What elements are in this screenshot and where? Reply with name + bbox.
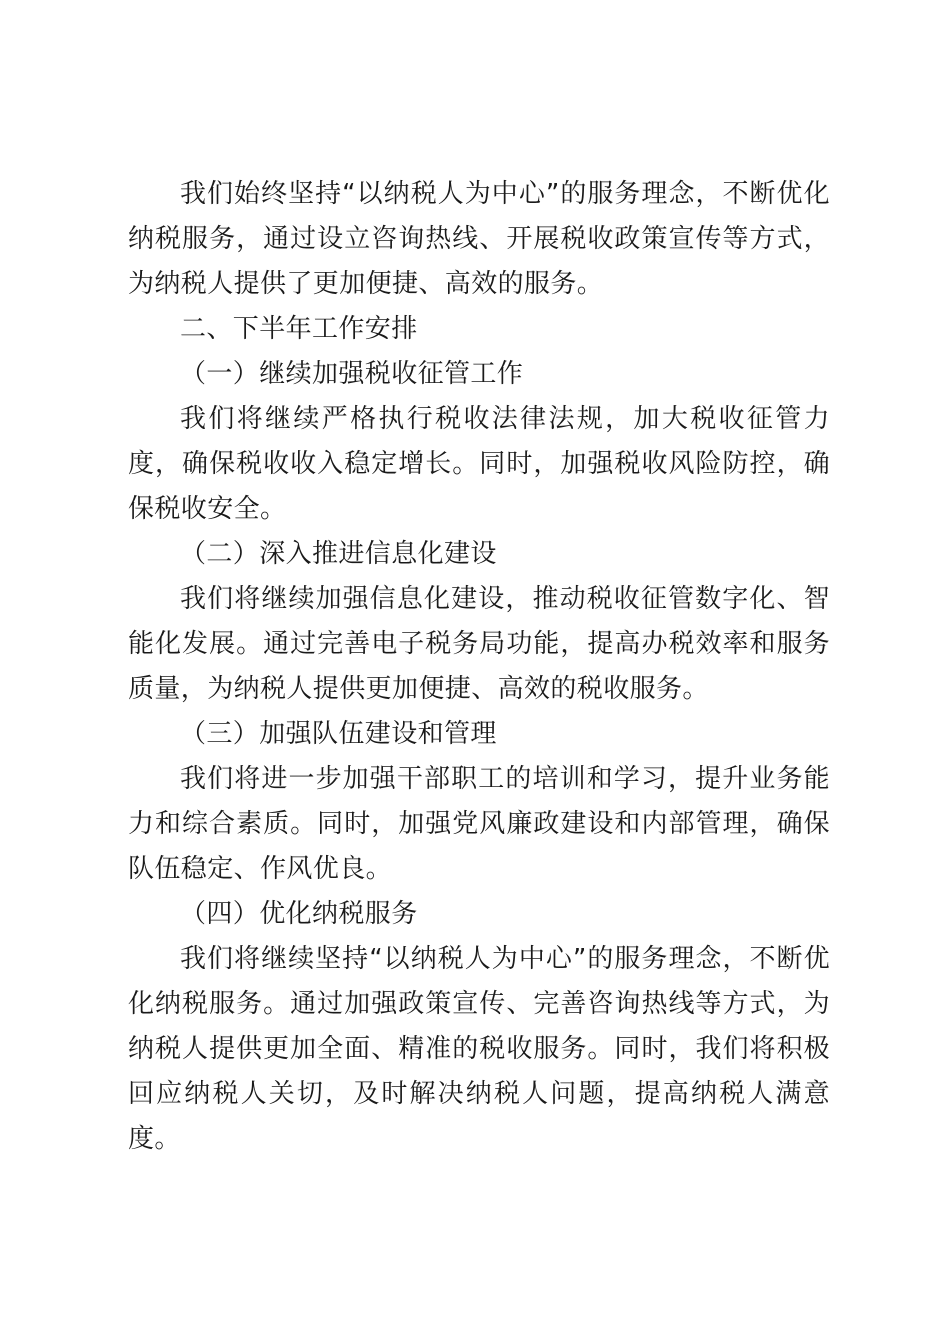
paragraph-team-building: 我们将进一步加强干部职工的培训和学习，提升业务能力和综合素质。同时，加强党风廉政建设和内部管理，确保队伍稳定、作风优良。 (128, 764, 830, 884)
section-heading-second-half-plan: 二、下半年工作安排 (180, 314, 418, 344)
subheading-tax-collection: （一）继续加强税收征管工作 (180, 359, 524, 389)
paragraph-service-summary: 我们始终坚持“以纳税人为中心”的服务理念，不断优化纳税服务，通过设立咨询热线、开展税收政策宣传等方式，为纳税人提供了更加便捷、高效的服务。 (128, 179, 830, 299)
paragraph-informatization: 我们将继续加强信息化建设，推动税收征管数字化、智能化发展。通过完善电子税务局功能，提高办税效率和服务质量，为纳税人提供更加便捷、高效的税收服务。 (128, 584, 830, 704)
paragraph-tax-collection: 我们将继续严格执行税收法律法规，加大税收征管力度，确保税收收入稳定增长。同时，加强税收风险防控，确保税收安全。 (128, 404, 830, 524)
paragraph-taxpayer-service: 我们将继续坚持“以纳税人为中心”的服务理念，不断优化纳税服务。通过加强政策宣传、完善咨询热线等方式，为纳税人提供更加全面、精准的税收服务。同时，我们将积极回应纳税人关切，及时解决纳税人问题，提高纳税人满意度。 (128, 944, 830, 1154)
subheading-taxpayer-service: （四）优化纳税服务 (180, 899, 418, 929)
subheading-team-building: （三）加强队伍建设和管理 (180, 719, 497, 749)
document-page (128, 172, 830, 1162)
subheading-informatization: （二）深入推进信息化建设 (180, 539, 497, 569)
